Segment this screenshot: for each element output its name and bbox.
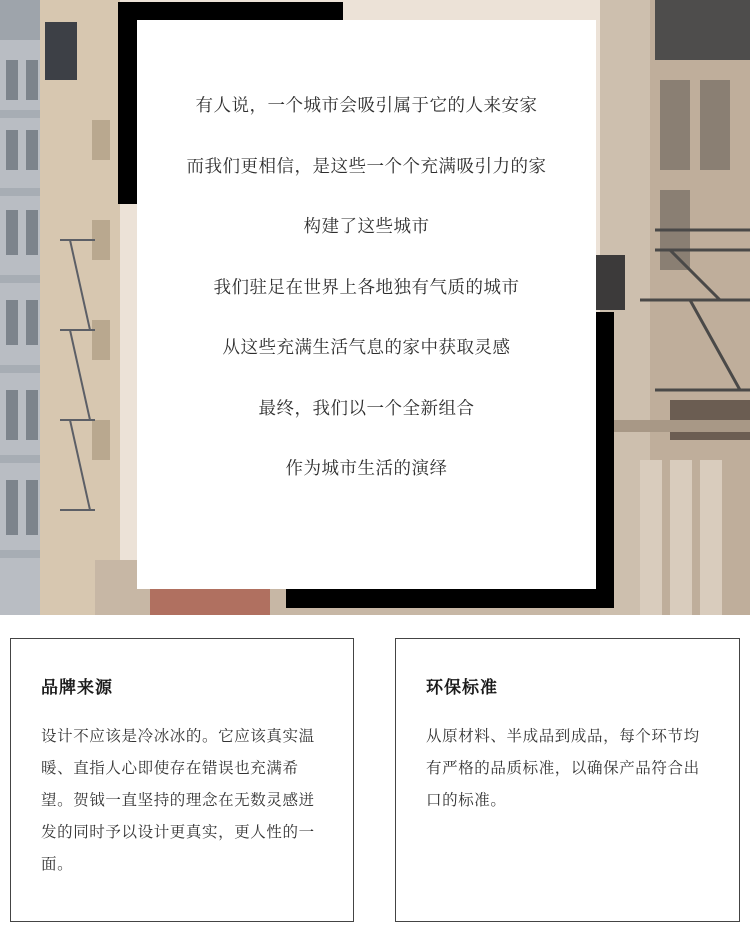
brand-origin-title: 品牌来源 xyxy=(41,678,113,698)
eco-standard-box xyxy=(395,638,740,922)
quote-line: 构建了这些城市 xyxy=(303,217,430,237)
brand-origin-box xyxy=(10,638,354,922)
quote-line: 我们驻足在世界上各地独有气质的城市 xyxy=(213,277,520,298)
quote-line: 有人说，一个城市会吸引属于它的人来安家 xyxy=(195,96,538,116)
brand-origin-text: 设计不应该是冷冰冰的。它应该真实温暖、直指人心即使存在错误也充满希望。贺钺一直坚持的理念在无数灵感迸发的同时予以设计更真实，更人性的一面。 xyxy=(41,727,315,873)
quote-line: 最终，我们以一个全新组合 xyxy=(258,398,475,419)
eco-standard-title: 环保标准 xyxy=(426,678,498,698)
eco-standard-text: 从原材料、半成品到成品，每个环节均有严格的品质标准，以确保产品符合出口的标准。 xyxy=(426,727,700,809)
quote-card xyxy=(137,20,596,589)
quote-line: 而我们更相信，是这些一个个充满吸引力的家 xyxy=(186,156,547,177)
quote-line: 作为城市生活的演绎 xyxy=(285,459,448,479)
quote-line: 从这些充满生活气息的家中获取灵感 xyxy=(222,338,511,358)
